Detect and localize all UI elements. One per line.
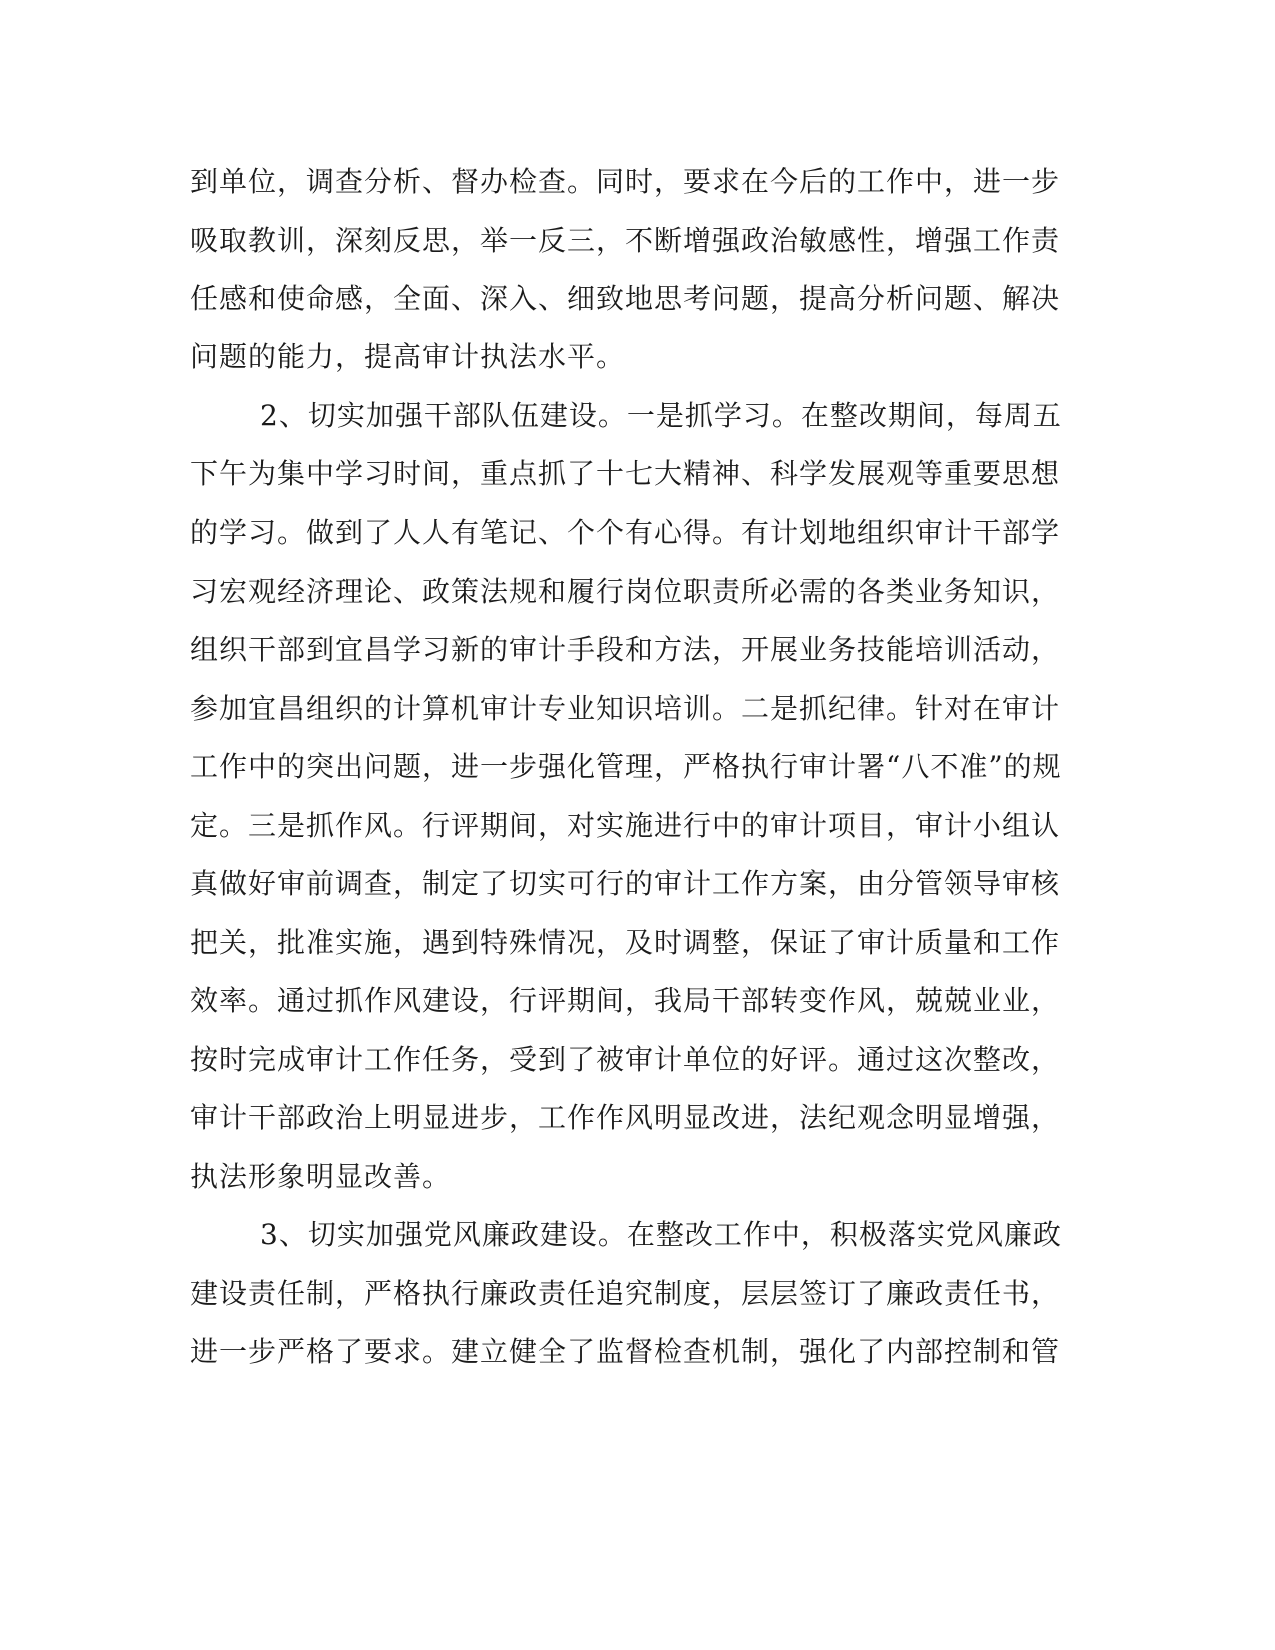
text-line: 定。三是抓作风。行评期间，对实施进行中的审计项目，审计小组认 [190, 809, 1061, 842]
text-line: 效率。通过抓作风建设，行评期间，我局干部转变作风，兢兢业业， [190, 984, 1061, 1017]
text-line: 组织干部到宜昌学习新的审计手段和方法，开展业务技能培训活动， [190, 633, 1061, 666]
text-line: 任感和使命感，全面、深入、细致地思考问题，提高分析问题、解决 [190, 282, 1061, 315]
text-line: 审计干部政治上明显进步，工作作风明显改进，法纪观念明显增强， [190, 1101, 1061, 1134]
text-line: 参加宜昌组织的计算机审计专业知识培训。二是抓纪律。针对在审计 [190, 692, 1061, 725]
text-line: 真做好审前调查，制定了切实可行的审计工作方案，由分管领导审核 [190, 867, 1061, 900]
paragraph-heading-line: 3、切实加强党风廉政建设。在整改工作中，积极落实党风廉政 [260, 1218, 1062, 1251]
text-line: 工作中的突出问题，进一步强化管理，严格执行审计署“八不准”的规 [190, 750, 1062, 783]
text-line: 执法形象明显改善。 [190, 1160, 452, 1193]
text-line: 到单位，调查分析、督办检查。同时，要求在今后的工作中，进一步 [190, 165, 1061, 198]
text-line: 下午为集中学习时间，重点抓了十七大精神、科学发展观等重要思想 [190, 457, 1061, 490]
text-line: 的学习。做到了人人有笔记、个个有心得。有计划地组织审计干部学 [190, 516, 1061, 549]
paragraph-heading-line: 2、切实加强干部队伍建设。一是抓学习。在整改期间，每周五 [260, 399, 1062, 432]
text-line: 把关，批准实施，遇到特殊情况，及时调整，保证了审计质量和工作 [190, 926, 1061, 959]
text-line: 进一步严格了要求。建立健全了监督检查机制，强化了内部控制和管 [190, 1335, 1061, 1368]
text-line: 习宏观经济理论、政策法规和履行岗位职责所必需的各类业务知识， [190, 575, 1061, 608]
text-line: 问题的能力，提高审计执法水平。 [190, 340, 626, 373]
text-line: 按时完成审计工作任务，受到了被审计单位的好评。通过这次整改， [190, 1043, 1061, 1076]
text-line: 建设责任制，严格执行廉政责任追究制度，层层签订了廉政责任书， [190, 1277, 1061, 1310]
text-line: 吸取教训，深刻反思，举一反三，不断增强政治敏感性，增强工作责 [190, 224, 1061, 257]
